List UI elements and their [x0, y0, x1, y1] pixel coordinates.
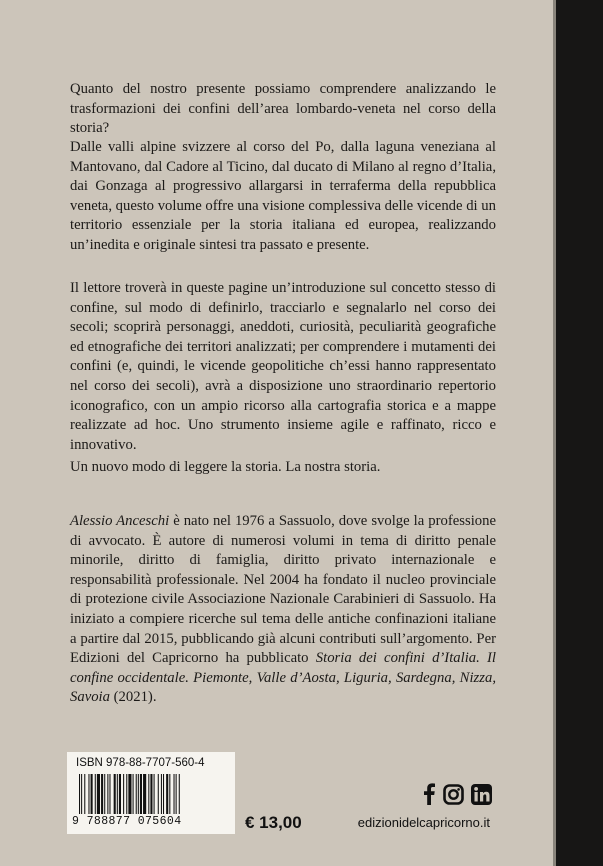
book-spine: [556, 0, 603, 866]
previous-book-title: Storia dei confini d’Italia. Il confine occidentale. Piemonte, Valle d’Aosta, Liguria, Sardegna, Nizza, Savoia: [70, 650, 496, 706]
author-name: Alessio Anceschi: [70, 513, 170, 529]
previous-book-year: (2021).: [109, 689, 157, 706]
price: € 13,00: [245, 813, 302, 832]
instagram-icon[interactable]: [443, 784, 464, 805]
barcode-icon: [77, 774, 227, 814]
blurb-tagline: Un nuovo modo di leggere la storia. La nostra storia.: [70, 459, 381, 475]
isbn-number: ISBN 978-88-7707-560-4: [76, 757, 205, 769]
publisher-website[interactable]: edizionidelcapricorno.it: [357, 815, 490, 830]
author-bio: [70, 512, 496, 708]
blurb-paragraph-3: Il lettore troverà in queste pagine un’introduzione sul concetto stesso di confine, sul modo di definirlo, tracciarlo e segnalarlo nel corso dei secoli; scoprirà personaggi, aneddoti, curiosità, peculiarità geografiche ed etnografiche dei territori analizzati; per comprendere i mutamenti dei confini (e, quindi, le vicende geopolitiche ch’essi hanno rappresentato nel corso dei secoli), avrà a disposizione uno straordinario repertorio iconografico, con un ampio ricorso alla cartografia storica e a mappe realizzate ad hoc. Uno strumento insieme agile e raffinato, ricco e innovativo.: [70, 280, 496, 453]
author-bio-text: è nato nel 1976 a Sassuolo, dove svolge la professione di avvocato. È autore di numerosi volumi in tema di diritto penale minorile, diritto di famiglia, diritto privato internazionale e responsabilità professionale. Nel 2004 ha fondato il nucleo provinciale di protezione civile Associazione Nazionale Carabinieri di Sassuolo. Ha iniziato a compiere ricerche sul tema delle antiche confinazioni italiane a partire dal 2015, pubblicando già alcuni contributi sull’argomento. Per Edizioni del Capricorno ha pubblicato: [70, 513, 496, 667]
ean-digits: 9 788877 075604: [72, 815, 182, 828]
blurb-question: Quanto del nostro presente possiamo comprendere analizzando le trasformazioni dei confini dell’area lombardo-veneta nel corso della storia?: [70, 81, 496, 137]
facebook-icon[interactable]: [422, 783, 436, 805]
linkedin-icon[interactable]: [471, 784, 492, 805]
social-icons: [422, 783, 492, 805]
blurb-paragraph-2: Dalle valli alpine svizzere al corso del Po, dalla laguna veneziana al Mantovano, dal Cadore al Ticino, dal ducato di Milano al regno d’Italia, dai Gonzaga al progressivo allargarsi in terraferma della repubblica veneta, questo volume offre una visione complessiva delle vicende di un territorio essenziale per la storia italiana ed europea, realizzando un’inedita e originale sintesi tra passato e presente.: [70, 139, 496, 253]
